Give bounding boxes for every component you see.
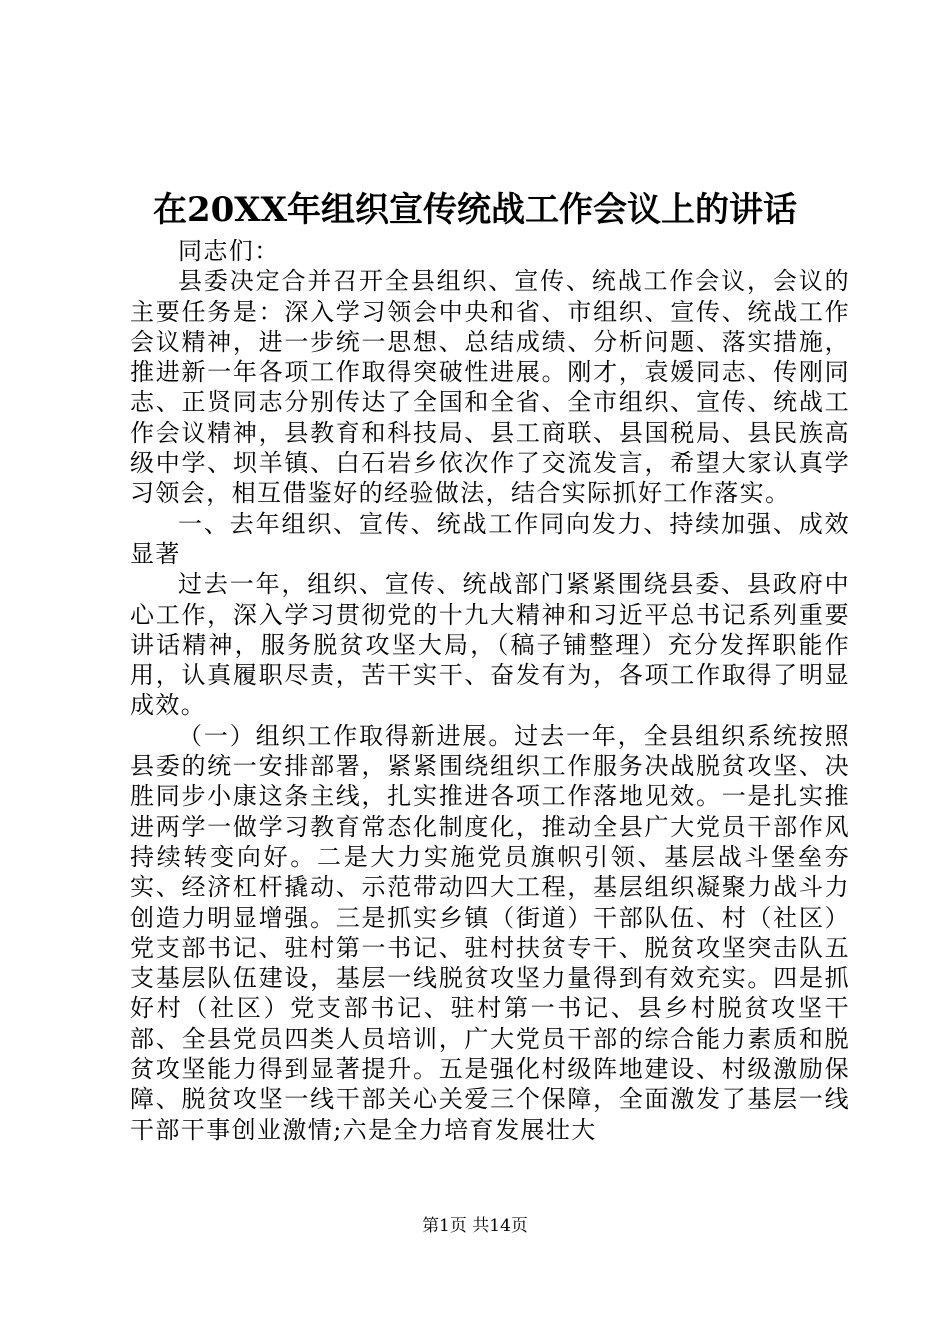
salutation: 同志们： (178, 237, 280, 265)
body-paragraph: 过去一年，组织、宣传、统战部门紧紧围绕县委、县政府中心工作，深入学习贯彻党的十九大精神和习近平总书记系列重要讲话精神，服务脱贫攻坚大局，（稿子铺整理）充分发挥职能作用，认真履职尽责，苦干实干、奋发有为，各项工作取得了明显成效。 (130, 570, 850, 720)
body-paragraph: 县委决定合并召开全县组织、宣传、统战工作会议，会议的主要任务是：深入学习领会中央和省、市组织、宣传、统战工作会议精神，进一步统一思想、总结成绩、分析问题、落实措施，推进新一年各项工作取得突破性进展。刚才，袁媛同志、传刚同志、正贤同志分别传达了全国和全省、全市组织、宣传、统战工作会议精神，县教育和科技局、县工商联、县国税局、县民族高级中学、坝羊镇、白石岩乡依次作了交流发言，希望大家认真学习领会，相互借鉴好的经验做法，结合实际抓好工作落实。 (130, 267, 850, 508)
document-body (130, 236, 850, 1145)
document-title: 在20XX年组织宣传统战工作会议上的讲话 (152, 190, 798, 230)
page-footer: 第1页 共14页 (422, 1216, 528, 1236)
section-heading: 一、去年组织、宣传、统战工作同向发力、持续加强、成效显著 (130, 509, 850, 568)
body-paragraph: （一）组织工作取得新进展。过去一年，全县组织系统按照县委的统一安排部署，紧紧围绕组织工作服务决战脱贫攻坚、决胜同步小康这条主线，扎实推进各项工作落地见效。一是扎实推进两学一做学习教育常态化制度化，推动全县广大党员干部作风持续转变向好。二是大力实施党员旗帜引领、基层战斗堡垒夯实、经济杠杆撬动、示范带动四大工程，基层组织凝聚力战斗力创造力明显增强。三是抓实乡镇（街道）干部队伍、村（社区）党支部书记、驻村第一书记、驻村扶贫专干、脱贫攻坚突击队五支基层队伍建设，基层一线脱贫攻坚力量得到有效充实。四是抓好村（社区）党支部书记、驻村第一书记、县乡村脱贫攻坚干部、全县党员四类人员培训，广大党员干部的综合能力素质和脱贫攻坚能力得到显著提升。五是强化村级阵地建设、村级激励保障、脱贫攻坚一线干部关心关爱三个保障，全面激发了基层一线干部干事创业激情;六是全力培育发展壮大 (130, 721, 850, 1144)
